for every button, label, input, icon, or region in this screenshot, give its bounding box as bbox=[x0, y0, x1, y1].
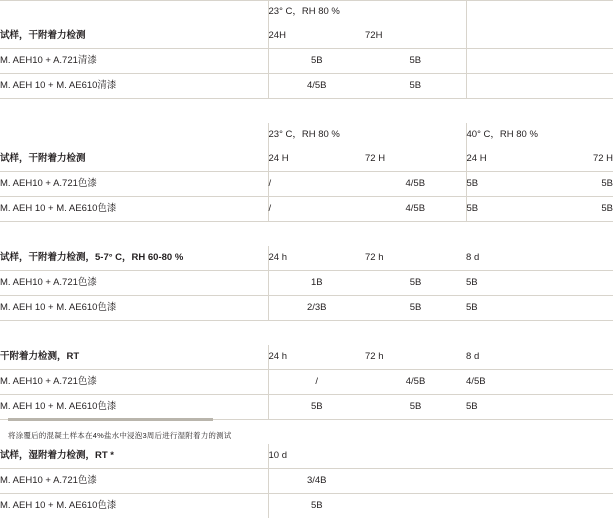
section-4-sub-24h: 24 h bbox=[268, 345, 365, 370]
section-2-condition-a: 23° C，RH 80 % bbox=[268, 123, 466, 147]
row-value: / bbox=[268, 172, 365, 197]
row-empty bbox=[466, 74, 613, 99]
row-value: 5B bbox=[466, 172, 542, 197]
footnote-text: 将涂覆后的混凝土样本在4%盐水中浸泡3周后进行湿附着力的测试 bbox=[8, 430, 232, 441]
row-value: 5B bbox=[466, 296, 542, 321]
section-2-sub-72h-a: 72 H bbox=[365, 147, 466, 172]
section-5-sub-10d: 10 d bbox=[268, 444, 365, 469]
table-row bbox=[0, 74, 613, 99]
row-value: 5B bbox=[268, 395, 365, 420]
section-1-empty-right-2 bbox=[466, 24, 613, 49]
row-value: / bbox=[268, 197, 365, 222]
row-empty bbox=[542, 370, 613, 395]
section-5-empty bbox=[365, 444, 613, 469]
section-5-label: 试样，湿附着力检测，RT * bbox=[0, 444, 268, 469]
section-4-sub-8d: 8 d bbox=[466, 345, 542, 370]
section-3-sub-72h: 72 h bbox=[365, 246, 466, 271]
row-value: 5B bbox=[268, 49, 365, 74]
row-empty bbox=[542, 271, 613, 296]
section-2-label: 试样，干附着力检测 bbox=[0, 147, 268, 172]
row-label: M. AEH 10 + M. AE610色漆 bbox=[0, 395, 268, 420]
row-empty bbox=[365, 494, 613, 518]
row-value: 4/5B bbox=[466, 370, 542, 395]
row-value: / bbox=[268, 370, 365, 395]
section-spacer bbox=[0, 99, 613, 124]
row-label: M. AEH 10 + M. AE610色漆 bbox=[0, 296, 268, 321]
row-label: M. AEH10 + A.721色漆 bbox=[0, 370, 268, 395]
spacer-cell bbox=[0, 0, 268, 24]
section-1-sub-24h: 24H bbox=[268, 24, 365, 49]
section-1-condition: 23° C，RH 80 % bbox=[268, 0, 466, 24]
spacer-cell bbox=[0, 123, 268, 147]
section-1-label: 试样，干附着力检测 bbox=[0, 24, 268, 49]
row-value: 5B bbox=[542, 172, 613, 197]
section-2-sub-24h-a: 24 H bbox=[268, 147, 365, 172]
section-2-sub-72h-b: 72 H bbox=[542, 147, 613, 172]
table-row bbox=[0, 395, 613, 420]
section-1-empty-right bbox=[466, 0, 613, 24]
section-2-header-row bbox=[0, 147, 613, 172]
section-3-label: 试样，干附着力检测，5-7° C，RH 60-80 % bbox=[0, 246, 268, 271]
row-empty bbox=[542, 296, 613, 321]
row-value: 5B bbox=[542, 197, 613, 222]
row-value: 4/5B bbox=[268, 74, 365, 99]
section-spacer bbox=[0, 321, 613, 346]
row-value: 5B bbox=[466, 197, 542, 222]
row-value: 3/4B bbox=[268, 469, 365, 494]
row-label: M. AEH 10 + M. AE610清漆 bbox=[0, 74, 268, 99]
table-row bbox=[0, 197, 613, 222]
row-value: 1B bbox=[268, 271, 365, 296]
row-value: 4/5B bbox=[365, 370, 466, 395]
row-label: M. AEH10 + A.721色漆 bbox=[0, 469, 268, 494]
section-5-header-row bbox=[0, 444, 613, 469]
section-1-header-row bbox=[0, 24, 613, 49]
section-4-label: 干附着力检测，RT bbox=[0, 345, 268, 370]
section-2-condition-b: 40° C，RH 80 % bbox=[466, 123, 613, 147]
row-value: 4/5B bbox=[365, 197, 466, 222]
row-value: 5B bbox=[365, 296, 466, 321]
table-row bbox=[0, 494, 613, 518]
section-3-header-row bbox=[0, 246, 613, 271]
row-value: 4/5B bbox=[365, 172, 466, 197]
section-3-sub-24h: 24 h bbox=[268, 246, 365, 271]
section-4-header-row bbox=[0, 345, 613, 370]
row-value: 5B bbox=[365, 49, 466, 74]
row-value: 5B bbox=[268, 494, 365, 518]
row-label: M. AEH 10 + M. AE610色漆 bbox=[0, 197, 268, 222]
table-row bbox=[0, 370, 613, 395]
row-empty bbox=[466, 49, 613, 74]
table-row bbox=[0, 271, 613, 296]
section-spacer bbox=[0, 222, 613, 247]
row-empty bbox=[542, 395, 613, 420]
table-row bbox=[0, 172, 613, 197]
row-empty bbox=[365, 469, 613, 494]
table-row bbox=[0, 49, 613, 74]
row-value: 2/3B bbox=[268, 296, 365, 321]
table-row bbox=[0, 296, 613, 321]
row-value: 5B bbox=[466, 271, 542, 296]
row-value: 5B bbox=[466, 395, 542, 420]
row-label: M. AEH 10 + M. AE610色漆 bbox=[0, 494, 268, 518]
section-4-sub-72h: 72 h bbox=[365, 345, 466, 370]
top-divider bbox=[0, 0, 613, 1]
section-1-condition-row bbox=[0, 0, 613, 24]
section-1-sub-72h: 72H bbox=[365, 24, 466, 49]
section-2-condition-row bbox=[0, 123, 613, 147]
table-row bbox=[0, 469, 613, 494]
row-label: M. AEH10 + A.721清漆 bbox=[0, 49, 268, 74]
section-4-empty bbox=[542, 345, 613, 370]
row-value: 5B bbox=[365, 271, 466, 296]
section-2-sub-24h-b: 24 H bbox=[466, 147, 542, 172]
row-value: 5B bbox=[365, 74, 466, 99]
section-3-sub-8d: 8 d bbox=[466, 246, 542, 271]
footer-divider bbox=[8, 418, 213, 421]
row-value: 5B bbox=[365, 395, 466, 420]
row-label: M. AEH10 + A.721色漆 bbox=[0, 172, 268, 197]
row-label: M. AEH10 + A.721色漆 bbox=[0, 271, 268, 296]
section-3-empty bbox=[542, 246, 613, 271]
